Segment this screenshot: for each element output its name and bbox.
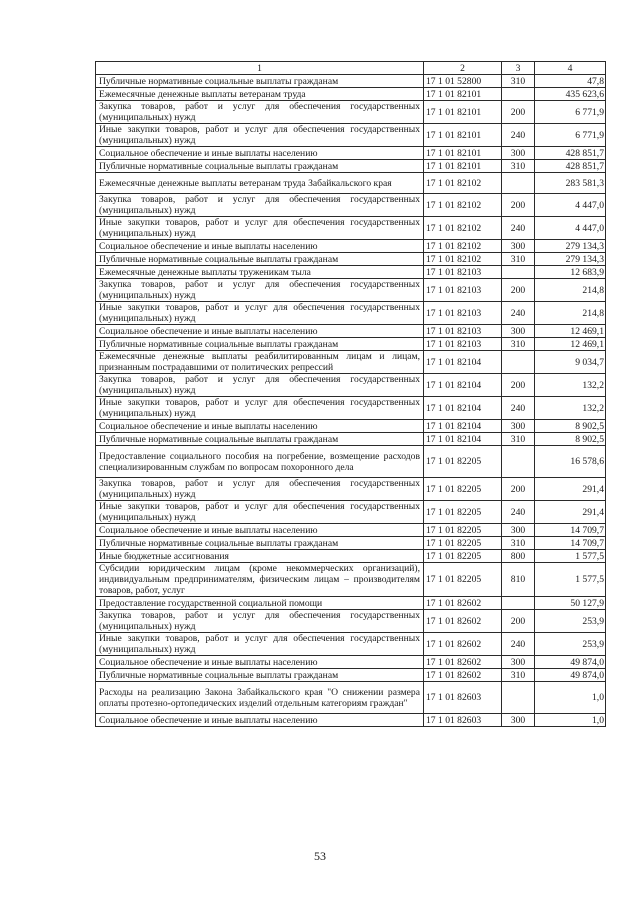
row-code: 17 1 01 82104	[424, 420, 502, 433]
row-amount: 214,8	[535, 302, 606, 325]
row-name: Социальное обеспечение и иные выплаты населению	[96, 714, 424, 727]
budget-table	[95, 61, 606, 727]
row-code: 17 1 01 82602	[424, 669, 502, 682]
row-code: 17 1 01 82205	[424, 537, 502, 550]
row-type	[502, 88, 535, 101]
row-type: 200	[502, 610, 535, 633]
row-code: 17 1 01 82602	[424, 610, 502, 633]
table-row	[96, 279, 606, 302]
row-name: Закупка товаров, работ и услуг для обеспечения государственных (муниципальных) нужд	[96, 194, 424, 217]
table-row	[96, 147, 606, 160]
table-row	[96, 173, 606, 194]
table-row	[96, 597, 606, 610]
row-type: 200	[502, 101, 535, 124]
row-name: Ежемесячные денежные выплаты реабилитированным лицам и лицам, признанным пострадавшими от политических репрессий	[96, 351, 424, 374]
row-name: Закупка товаров, работ и услуг для обеспечения государственных (муниципальных) нужд	[96, 279, 424, 302]
table-row	[96, 446, 606, 478]
row-code: 17 1 01 82101	[424, 124, 502, 147]
row-code: 17 1 01 82103	[424, 325, 502, 338]
row-amount: 14 709,7	[535, 524, 606, 537]
row-name: Ежемесячные денежные выплаты ветеранам труда Забайкальского края	[96, 173, 424, 194]
table-row	[96, 253, 606, 266]
table-header-row	[96, 62, 606, 75]
table-row	[96, 75, 606, 88]
row-name: Публичные нормативные социальные выплаты гражданам	[96, 338, 424, 351]
row-name: Иные закупки товаров, работ и услуг для обеспечения государственных (муниципальных) нужд	[96, 397, 424, 420]
row-amount: 50 127,9	[535, 597, 606, 610]
row-code: 17 1 01 82101	[424, 147, 502, 160]
row-amount: 8 902,5	[535, 420, 606, 433]
row-code: 17 1 01 82104	[424, 397, 502, 420]
row-code: 17 1 01 82102	[424, 253, 502, 266]
header-col-3: 3	[502, 62, 535, 75]
row-code: 17 1 01 82104	[424, 433, 502, 446]
row-amount: 8 902,5	[535, 433, 606, 446]
row-type: 300	[502, 325, 535, 338]
row-amount: 4 447,0	[535, 217, 606, 240]
row-type: 800	[502, 550, 535, 563]
row-name: Публичные нормативные социальные выплаты гражданам	[96, 160, 424, 173]
row-name: Социальное обеспечение и иные выплаты населению	[96, 325, 424, 338]
row-type: 810	[502, 563, 535, 597]
row-type: 300	[502, 524, 535, 537]
row-type: 310	[502, 160, 535, 173]
row-type	[502, 173, 535, 194]
table-row	[96, 563, 606, 597]
table-row	[96, 714, 606, 727]
row-type	[502, 266, 535, 279]
row-type: 310	[502, 75, 535, 88]
row-code: 17 1 01 82603	[424, 714, 502, 727]
row-code: 17 1 01 82103	[424, 279, 502, 302]
row-code: 17 1 01 82603	[424, 682, 502, 714]
row-code: 17 1 01 82102	[424, 173, 502, 194]
row-name: Публичные нормативные социальные выплаты гражданам	[96, 253, 424, 266]
row-type: 200	[502, 374, 535, 397]
row-code: 17 1 01 82103	[424, 302, 502, 325]
row-type: 240	[502, 501, 535, 524]
row-amount: 428 851,7	[535, 160, 606, 173]
row-name: Закупка товаров, работ и услуг для обеспечения государственных (муниципальных) нужд	[96, 478, 424, 501]
row-name: Иные закупки товаров, работ и услуг для обеспечения государственных (муниципальных) нужд	[96, 302, 424, 325]
row-amount: 12 469,1	[535, 325, 606, 338]
row-code: 17 1 01 82102	[424, 217, 502, 240]
row-amount: 1 577,5	[535, 550, 606, 563]
row-name: Предоставление социального пособия на погребение, возмещение расходов специализированным службам по вопросам похоронного дела	[96, 446, 424, 478]
table-row	[96, 633, 606, 656]
row-code: 17 1 01 82602	[424, 633, 502, 656]
row-code: 17 1 01 82602	[424, 597, 502, 610]
row-amount: 279 134,3	[535, 253, 606, 266]
row-name: Иные закупки товаров, работ и услуг для обеспечения государственных (муниципальных) нужд	[96, 633, 424, 656]
table-row	[96, 217, 606, 240]
row-code: 17 1 01 82205	[424, 501, 502, 524]
row-code: 17 1 01 82101	[424, 101, 502, 124]
row-amount: 12 469,1	[535, 338, 606, 351]
row-type: 310	[502, 433, 535, 446]
table-row	[96, 682, 606, 714]
row-name: Социальное обеспечение и иные выплаты населению	[96, 524, 424, 537]
table-row	[96, 420, 606, 433]
table-row	[96, 478, 606, 501]
row-type: 310	[502, 537, 535, 550]
row-amount: 1,0	[535, 682, 606, 714]
row-name: Расходы на реализацию Закона Забайкальского края "О снижении размера оплаты протезно-ортопедических изделий отдельным категориям граждан"	[96, 682, 424, 714]
row-code: 17 1 01 82104	[424, 351, 502, 374]
table-row	[96, 240, 606, 253]
row-code: 17 1 01 82205	[424, 446, 502, 478]
row-type	[502, 682, 535, 714]
row-name: Иные бюджетные ассигнования	[96, 550, 424, 563]
row-code: 17 1 01 82101	[424, 88, 502, 101]
header-col-2: 2	[424, 62, 502, 75]
row-type: 200	[502, 194, 535, 217]
row-type: 300	[502, 147, 535, 160]
row-amount: 253,9	[535, 633, 606, 656]
row-name: Закупка товаров, работ и услуг для обеспечения государственных (муниципальных) нужд	[96, 101, 424, 124]
table-row	[96, 302, 606, 325]
table-row	[96, 124, 606, 147]
row-amount: 132,2	[535, 397, 606, 420]
table-row	[96, 610, 606, 633]
row-name: Иные закупки товаров, работ и услуг для обеспечения государственных (муниципальных) нужд	[96, 501, 424, 524]
table-row	[96, 524, 606, 537]
row-amount: 49 874,0	[535, 656, 606, 669]
row-name: Публичные нормативные социальные выплаты гражданам	[96, 537, 424, 550]
row-amount: 1,0	[535, 714, 606, 727]
row-name: Ежемесячные денежные выплаты труженикам тыла	[96, 266, 424, 279]
row-code: 17 1 01 82102	[424, 194, 502, 217]
row-amount: 279 134,3	[535, 240, 606, 253]
table-row	[96, 537, 606, 550]
table-row	[96, 501, 606, 524]
table-row	[96, 338, 606, 351]
table-row	[96, 656, 606, 669]
table-row	[96, 397, 606, 420]
row-name: Социальное обеспечение и иные выплаты населению	[96, 420, 424, 433]
header-col-1: 1	[96, 62, 424, 75]
table-row	[96, 433, 606, 446]
row-code: 17 1 01 82602	[424, 656, 502, 669]
row-name: Публичные нормативные социальные выплаты гражданам	[96, 433, 424, 446]
table-row	[96, 669, 606, 682]
row-type	[502, 446, 535, 478]
row-amount: 4 447,0	[535, 194, 606, 217]
table-row	[96, 266, 606, 279]
row-amount: 49 874,0	[535, 669, 606, 682]
row-amount: 214,8	[535, 279, 606, 302]
row-code: 17 1 01 82205	[424, 478, 502, 501]
row-code: 17 1 01 82205	[424, 550, 502, 563]
table-row	[96, 160, 606, 173]
row-name: Иные закупки товаров, работ и услуг для обеспечения государственных (муниципальных) нужд	[96, 124, 424, 147]
row-amount: 283 581,3	[535, 173, 606, 194]
page-number: 53	[314, 849, 326, 863]
row-name: Ежемесячные денежные выплаты ветеранам труда	[96, 88, 424, 101]
row-type: 240	[502, 217, 535, 240]
row-type: 240	[502, 302, 535, 325]
row-name: Закупка товаров, работ и услуг для обеспечения государственных (муниципальных) нужд	[96, 374, 424, 397]
row-type: 300	[502, 656, 535, 669]
row-amount: 428 851,7	[535, 147, 606, 160]
row-code: 17 1 01 82205	[424, 563, 502, 597]
row-type: 240	[502, 397, 535, 420]
row-amount: 1 577,5	[535, 563, 606, 597]
row-code: 17 1 01 52800	[424, 75, 502, 88]
table-row	[96, 374, 606, 397]
row-amount: 12 683,9	[535, 266, 606, 279]
table-row	[96, 101, 606, 124]
row-type: 240	[502, 633, 535, 656]
row-code: 17 1 01 82103	[424, 266, 502, 279]
table-row	[96, 550, 606, 563]
row-name: Публичные нормативные социальные выплаты гражданам	[96, 669, 424, 682]
row-amount: 291,4	[535, 501, 606, 524]
row-code: 17 1 01 82102	[424, 240, 502, 253]
row-name: Социальное обеспечение и иные выплаты населению	[96, 147, 424, 160]
row-amount: 47,8	[535, 75, 606, 88]
row-amount: 253,9	[535, 610, 606, 633]
row-name: Публичные нормативные социальные выплаты гражданам	[96, 75, 424, 88]
row-amount: 14 709,7	[535, 537, 606, 550]
row-name: Иные закупки товаров, работ и услуг для обеспечения государственных (муниципальных) нужд	[96, 217, 424, 240]
row-amount: 6 771,9	[535, 101, 606, 124]
row-type: 310	[502, 669, 535, 682]
row-type: 200	[502, 279, 535, 302]
table-row	[96, 88, 606, 101]
row-name: Социальное обеспечение и иные выплаты населению	[96, 656, 424, 669]
table-row	[96, 325, 606, 338]
table-row	[96, 194, 606, 217]
row-name: Закупка товаров, работ и услуг для обеспечения государственных (муниципальных) нужд	[96, 610, 424, 633]
row-amount: 291,4	[535, 478, 606, 501]
row-type: 300	[502, 240, 535, 253]
row-type: 240	[502, 124, 535, 147]
row-type: 200	[502, 478, 535, 501]
row-name: Субсидии юридическим лицам (кроме некоммерческих организаций), индивидуальным предпринимателям, физическим лицам – производителям товаров, работ, услуг	[96, 563, 424, 597]
row-type: 310	[502, 338, 535, 351]
row-type: 300	[502, 714, 535, 727]
row-code: 17 1 01 82101	[424, 160, 502, 173]
row-amount: 6 771,9	[535, 124, 606, 147]
header-col-4: 4	[535, 62, 606, 75]
row-name: Социальное обеспечение и иные выплаты населению	[96, 240, 424, 253]
row-code: 17 1 01 82103	[424, 338, 502, 351]
row-amount: 132,2	[535, 374, 606, 397]
row-amount: 9 034,7	[535, 351, 606, 374]
row-amount: 16 578,6	[535, 446, 606, 478]
row-type: 310	[502, 253, 535, 266]
row-code: 17 1 01 82205	[424, 524, 502, 537]
row-code: 17 1 01 82104	[424, 374, 502, 397]
table-body	[96, 62, 606, 727]
row-amount: 435 623,6	[535, 88, 606, 101]
row-type	[502, 597, 535, 610]
row-type: 300	[502, 420, 535, 433]
row-type	[502, 351, 535, 374]
table-row	[96, 351, 606, 374]
row-name: Предоставление государственной социальной помощи	[96, 597, 424, 610]
